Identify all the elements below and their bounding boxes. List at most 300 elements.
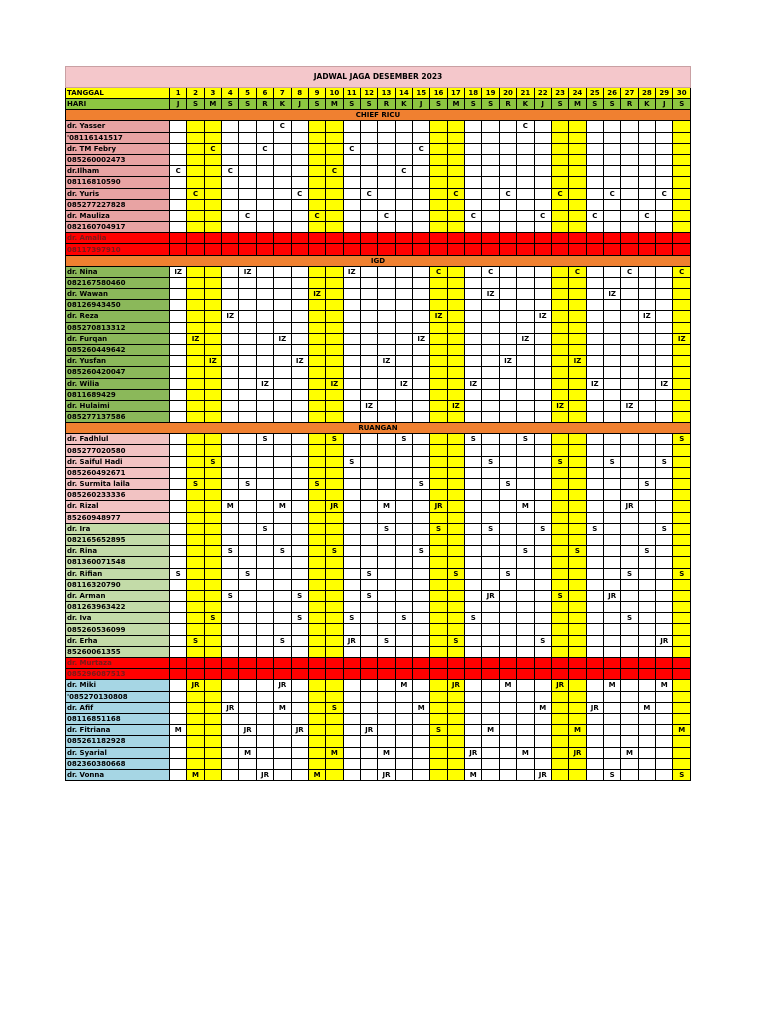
shift-cell xyxy=(656,210,673,221)
shift-cell xyxy=(360,344,377,355)
shift-cell xyxy=(326,736,343,747)
shift-cell xyxy=(378,367,395,378)
shift-cell xyxy=(308,534,325,545)
shift-cell xyxy=(274,602,291,613)
shift-cell xyxy=(551,378,568,389)
doctor-name-cell: 85260948977 xyxy=(66,512,170,523)
shift-cell xyxy=(482,557,499,568)
shift-cell xyxy=(239,546,256,557)
shift-cell xyxy=(603,568,620,579)
shift-cell: M xyxy=(603,680,620,691)
shift-cell xyxy=(343,702,360,713)
shift-cell xyxy=(256,300,273,311)
shift-cell xyxy=(586,557,603,568)
shift-cell xyxy=(638,400,655,411)
shift-cell xyxy=(534,389,551,400)
shift-cell xyxy=(204,725,221,736)
shift-cell xyxy=(274,177,291,188)
shift-cell xyxy=(413,233,430,244)
shift-cell: S xyxy=(465,613,482,624)
shift-cell xyxy=(343,546,360,557)
shift-cell xyxy=(586,736,603,747)
shift-cell xyxy=(569,613,586,624)
shift-cell xyxy=(465,322,482,333)
shift-cell xyxy=(256,344,273,355)
shift-cell xyxy=(378,177,395,188)
shift-cell xyxy=(638,166,655,177)
shift-cell xyxy=(222,378,239,389)
table-row xyxy=(66,378,691,389)
shift-cell xyxy=(413,400,430,411)
shift-cell xyxy=(413,244,430,255)
shift-cell: M xyxy=(395,680,412,691)
shift-cell xyxy=(395,512,412,523)
shift-cell xyxy=(413,568,430,579)
shift-cell xyxy=(274,534,291,545)
shift-cell xyxy=(517,769,534,780)
shift-cell xyxy=(343,333,360,344)
shift-cell xyxy=(395,188,412,199)
shift-cell xyxy=(378,658,395,669)
shift-cell xyxy=(430,590,447,601)
hari-cell: S xyxy=(222,99,239,110)
shift-cell xyxy=(291,523,308,534)
doctor-name-cell: 08116851168 xyxy=(66,713,170,724)
shift-cell xyxy=(187,132,204,143)
shift-cell xyxy=(621,434,638,445)
table-row xyxy=(66,680,691,691)
shift-cell xyxy=(274,266,291,277)
table-row xyxy=(66,669,691,680)
shift-cell xyxy=(308,613,325,624)
hari-cell: M xyxy=(326,99,343,110)
shift-cell xyxy=(413,412,430,423)
shift-cell xyxy=(378,702,395,713)
shift-cell xyxy=(534,132,551,143)
day-header: 26 xyxy=(603,88,620,99)
shift-cell xyxy=(517,725,534,736)
shift-cell xyxy=(482,367,499,378)
shift-cell xyxy=(378,680,395,691)
shift-cell xyxy=(430,333,447,344)
shift-cell xyxy=(673,713,691,724)
shift-cell xyxy=(308,154,325,165)
shift-cell xyxy=(413,579,430,590)
hari-cell: S xyxy=(603,99,620,110)
shift-cell xyxy=(170,669,187,680)
shift-cell: S xyxy=(291,590,308,601)
shift-cell xyxy=(360,322,377,333)
shift-cell xyxy=(569,769,586,780)
shift-cell xyxy=(378,400,395,411)
shift-cell xyxy=(551,490,568,501)
shift-cell xyxy=(551,367,568,378)
shift-cell xyxy=(586,658,603,669)
shift-cell xyxy=(378,736,395,747)
shift-cell xyxy=(499,400,516,411)
shift-cell xyxy=(482,602,499,613)
shift-cell xyxy=(204,523,221,534)
shift-cell xyxy=(603,534,620,545)
shift-cell xyxy=(465,758,482,769)
day-header: 4 xyxy=(222,88,239,99)
shift-cell xyxy=(430,557,447,568)
shift-cell xyxy=(239,289,256,300)
shift-cell xyxy=(465,602,482,613)
shift-cell xyxy=(170,501,187,512)
shift-cell xyxy=(222,344,239,355)
shift-cell xyxy=(291,467,308,478)
shift-cell xyxy=(326,356,343,367)
shift-cell xyxy=(621,680,638,691)
shift-cell xyxy=(222,613,239,624)
shift-cell xyxy=(413,445,430,456)
shift-cell xyxy=(291,166,308,177)
shift-cell xyxy=(326,222,343,233)
shift-cell xyxy=(291,400,308,411)
shift-cell xyxy=(603,367,620,378)
shift-cell xyxy=(395,311,412,322)
shift-cell xyxy=(360,579,377,590)
hari-cell: S xyxy=(586,99,603,110)
shift-cell xyxy=(603,546,620,557)
shift-cell xyxy=(656,501,673,512)
shift-cell xyxy=(621,736,638,747)
shift-cell xyxy=(360,289,377,300)
shift-cell: S xyxy=(413,546,430,557)
hari-cell: R xyxy=(256,99,273,110)
shift-cell: JR xyxy=(534,769,551,780)
shift-cell xyxy=(222,769,239,780)
shift-cell xyxy=(413,680,430,691)
shift-cell xyxy=(551,434,568,445)
shift-cell xyxy=(586,613,603,624)
shift-cell xyxy=(465,467,482,478)
shift-cell xyxy=(413,758,430,769)
shift-cell xyxy=(222,758,239,769)
shift-cell xyxy=(395,344,412,355)
shift-cell: S xyxy=(621,568,638,579)
shift-cell xyxy=(586,713,603,724)
shift-cell xyxy=(586,747,603,758)
shift-cell xyxy=(499,579,516,590)
shift-cell xyxy=(256,154,273,165)
shift-cell xyxy=(482,702,499,713)
shift-cell xyxy=(222,300,239,311)
shift-cell: JR xyxy=(621,501,638,512)
doctor-name-cell: 085260492671 xyxy=(66,467,170,478)
shift-cell xyxy=(551,311,568,322)
shift-cell xyxy=(204,736,221,747)
shift-cell xyxy=(360,266,377,277)
doctor-name-cell: dr. Nina xyxy=(66,266,170,277)
shift-cell xyxy=(395,333,412,344)
shift-cell xyxy=(204,568,221,579)
shift-cell: M xyxy=(326,747,343,758)
shift-cell xyxy=(326,199,343,210)
shift-cell xyxy=(274,691,291,702)
shift-cell: M xyxy=(308,769,325,780)
shift-cell xyxy=(638,725,655,736)
shift-cell xyxy=(482,300,499,311)
shift-cell: C xyxy=(430,266,447,277)
shift-cell xyxy=(291,143,308,154)
hari-cell: J xyxy=(413,99,430,110)
shift-cell xyxy=(378,389,395,400)
shift-cell xyxy=(413,747,430,758)
shift-cell xyxy=(343,445,360,456)
shift-cell xyxy=(465,289,482,300)
shift-cell xyxy=(360,669,377,680)
shift-cell: JR xyxy=(447,680,464,691)
doctor-name-cell: 082167580460 xyxy=(66,277,170,288)
shift-cell xyxy=(656,356,673,367)
shift-cell: IZ xyxy=(378,356,395,367)
shift-cell: C xyxy=(360,188,377,199)
shift-cell xyxy=(621,456,638,467)
shift-cell xyxy=(534,233,551,244)
shift-cell xyxy=(395,467,412,478)
shift-cell xyxy=(586,635,603,646)
shift-cell xyxy=(430,479,447,490)
shift-cell: M xyxy=(638,702,655,713)
shift-cell xyxy=(222,266,239,277)
shift-cell xyxy=(569,300,586,311)
shift-cell: S xyxy=(187,635,204,646)
shift-cell xyxy=(586,646,603,657)
shift-cell xyxy=(534,713,551,724)
shift-cell xyxy=(274,590,291,601)
hari-cell: S xyxy=(343,99,360,110)
doctor-name-cell: 08126943450 xyxy=(66,300,170,311)
shift-cell xyxy=(413,736,430,747)
shift-cell: C xyxy=(256,143,273,154)
shift-cell xyxy=(187,736,204,747)
shift-cell xyxy=(551,579,568,590)
shift-cell xyxy=(187,300,204,311)
hari-cell: S xyxy=(465,99,482,110)
shift-cell xyxy=(291,490,308,501)
shift-cell xyxy=(482,322,499,333)
shift-cell xyxy=(430,434,447,445)
shift-cell xyxy=(308,646,325,657)
shift-cell xyxy=(395,747,412,758)
shift-cell xyxy=(499,154,516,165)
shift-cell xyxy=(239,311,256,322)
shift-cell xyxy=(308,512,325,523)
shift-cell xyxy=(187,702,204,713)
shift-cell xyxy=(621,311,638,322)
shift-cell xyxy=(187,199,204,210)
shift-cell xyxy=(395,568,412,579)
shift-cell xyxy=(343,624,360,635)
shift-cell xyxy=(360,445,377,456)
shift-cell xyxy=(360,244,377,255)
shift-cell xyxy=(673,177,691,188)
shift-cell xyxy=(517,445,534,456)
shift-cell xyxy=(360,356,377,367)
shift-cell xyxy=(343,669,360,680)
doctor-name-cell: dr. Vonna xyxy=(66,769,170,780)
shift-cell xyxy=(239,691,256,702)
shift-cell xyxy=(534,490,551,501)
table-row xyxy=(66,166,691,177)
shift-cell xyxy=(499,367,516,378)
shift-cell xyxy=(360,523,377,534)
shift-cell xyxy=(621,132,638,143)
shift-cell: S xyxy=(517,434,534,445)
shift-cell xyxy=(534,367,551,378)
shift-cell xyxy=(308,367,325,378)
shift-cell xyxy=(256,188,273,199)
shift-cell xyxy=(326,646,343,657)
shift-cell xyxy=(291,344,308,355)
shift-cell xyxy=(360,635,377,646)
shift-cell xyxy=(360,333,377,344)
shift-cell: IZ xyxy=(360,400,377,411)
shift-cell: JR xyxy=(343,635,360,646)
shift-cell xyxy=(447,434,464,445)
shift-cell xyxy=(343,747,360,758)
shift-cell xyxy=(308,658,325,669)
shift-cell: S xyxy=(256,434,273,445)
shift-cell xyxy=(326,244,343,255)
shift-cell xyxy=(204,233,221,244)
shift-cell xyxy=(239,434,256,445)
shift-cell xyxy=(482,568,499,579)
shift-cell xyxy=(638,143,655,154)
hari-cell: J xyxy=(291,99,308,110)
shift-cell xyxy=(343,277,360,288)
shift-cell xyxy=(170,244,187,255)
shift-cell xyxy=(621,769,638,780)
shift-cell xyxy=(534,222,551,233)
shift-cell xyxy=(360,389,377,400)
shift-cell xyxy=(430,210,447,221)
shift-cell xyxy=(586,534,603,545)
shift-cell xyxy=(430,602,447,613)
shift-cell: S xyxy=(534,635,551,646)
shift-cell xyxy=(673,534,691,545)
shift-cell xyxy=(534,177,551,188)
shift-cell xyxy=(621,646,638,657)
shift-cell xyxy=(378,333,395,344)
shift-cell xyxy=(395,523,412,534)
doctor-name-cell: 08116810590 xyxy=(66,177,170,188)
shift-cell xyxy=(673,456,691,467)
shift-cell xyxy=(378,188,395,199)
shift-cell xyxy=(343,344,360,355)
shift-cell xyxy=(465,501,482,512)
shift-cell xyxy=(656,121,673,132)
shift-cell xyxy=(638,244,655,255)
shift-cell xyxy=(430,367,447,378)
shift-cell: S xyxy=(291,613,308,624)
shift-cell xyxy=(239,490,256,501)
shift-cell xyxy=(534,680,551,691)
shift-cell xyxy=(274,479,291,490)
shift-cell xyxy=(517,311,534,322)
shift-cell xyxy=(499,277,516,288)
shift-cell xyxy=(239,300,256,311)
shift-cell xyxy=(291,177,308,188)
shift-cell: C xyxy=(413,143,430,154)
shift-cell xyxy=(274,199,291,210)
shift-cell: IZ xyxy=(499,356,516,367)
shift-cell xyxy=(499,199,516,210)
shift-cell xyxy=(308,132,325,143)
shift-cell xyxy=(239,456,256,467)
shift-cell xyxy=(395,121,412,132)
shift-cell xyxy=(343,534,360,545)
shift-cell xyxy=(517,523,534,534)
shift-cell xyxy=(534,289,551,300)
shift-cell xyxy=(222,233,239,244)
doctor-name-cell: 085260002473 xyxy=(66,154,170,165)
shift-cell xyxy=(256,479,273,490)
shift-cell xyxy=(256,445,273,456)
shift-cell xyxy=(603,557,620,568)
shift-cell xyxy=(274,222,291,233)
shift-cell xyxy=(569,702,586,713)
shift-cell: C xyxy=(551,188,568,199)
shift-cell xyxy=(170,467,187,478)
shift-cell: C xyxy=(656,188,673,199)
shift-cell: IZ xyxy=(239,266,256,277)
shift-cell xyxy=(395,367,412,378)
shift-cell xyxy=(204,758,221,769)
shift-cell xyxy=(517,736,534,747)
table-row xyxy=(66,289,691,300)
shift-cell xyxy=(673,512,691,523)
shift-cell xyxy=(482,277,499,288)
shift-cell xyxy=(621,523,638,534)
shift-cell xyxy=(413,344,430,355)
shift-cell xyxy=(187,512,204,523)
table-row xyxy=(66,579,691,590)
shift-cell xyxy=(603,166,620,177)
shift-cell xyxy=(656,199,673,210)
shift-cell xyxy=(673,356,691,367)
shift-cell xyxy=(656,177,673,188)
shift-cell xyxy=(413,624,430,635)
shift-cell xyxy=(274,367,291,378)
shift-cell xyxy=(534,154,551,165)
shift-cell xyxy=(256,758,273,769)
table-row xyxy=(66,736,691,747)
shift-cell xyxy=(534,412,551,423)
shift-cell xyxy=(239,590,256,601)
shift-cell xyxy=(586,199,603,210)
shift-cell xyxy=(222,713,239,724)
section-header xyxy=(66,255,691,266)
shift-cell xyxy=(586,266,603,277)
table-row xyxy=(66,691,691,702)
shift-cell xyxy=(291,680,308,691)
shift-cell xyxy=(569,456,586,467)
shift-cell xyxy=(569,557,586,568)
shift-cell xyxy=(638,322,655,333)
shift-cell xyxy=(603,658,620,669)
shift-cell xyxy=(534,691,551,702)
shift-cell xyxy=(187,210,204,221)
shift-cell xyxy=(187,222,204,233)
doctor-name-cell: 08117397910 xyxy=(66,244,170,255)
shift-cell xyxy=(239,132,256,143)
shift-cell xyxy=(256,244,273,255)
shift-cell xyxy=(239,646,256,657)
hari-cell: M xyxy=(204,99,221,110)
